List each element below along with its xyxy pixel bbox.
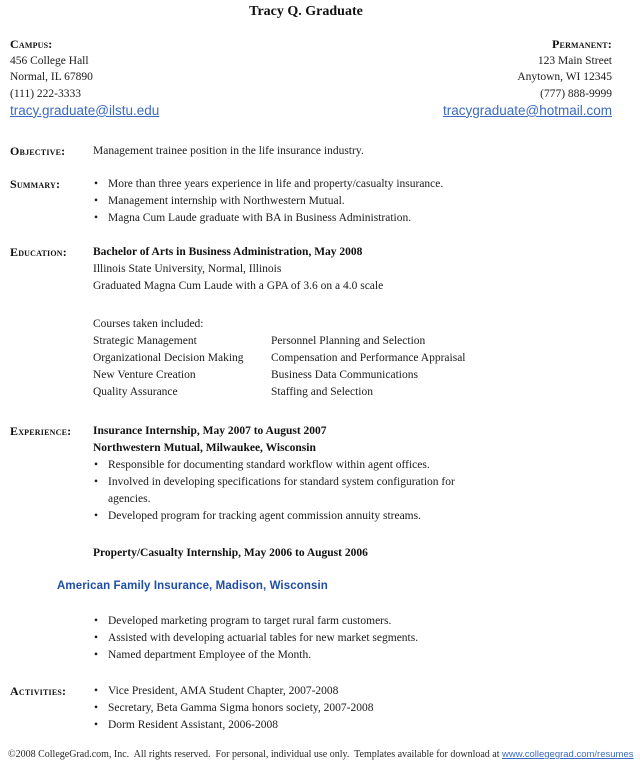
permanent-phone: (777) 888-9999 <box>540 88 612 101</box>
education-label: Education: <box>10 245 67 259</box>
summary-bullet: Magna Cum Laude graduate with BA in Business Administration. <box>108 212 412 224</box>
section-education <box>0 244 640 401</box>
list-item <box>93 613 598 630</box>
campus-email-link[interactable]: tracy.graduate@ilstu.edu <box>10 102 160 118</box>
section-objective <box>0 143 640 160</box>
bullet-icon: • <box>94 649 99 661</box>
job2-title-row <box>0 545 640 562</box>
bullet-icon: • <box>94 702 99 714</box>
job2-bullets-row <box>0 613 640 664</box>
job-bullet: Developed marketing program to target rural farm customers. <box>108 615 392 627</box>
contact-campus <box>10 36 159 121</box>
summary-label: Summary: <box>10 177 61 191</box>
footer-copyright: ©2008 CollegeGrad.com, Inc. All rights reserved. For personal, individual use only. Templates available for download at <box>8 749 503 760</box>
list-item <box>93 683 598 700</box>
education-degree: Bachelor of Arts in Business Administration, May 2008 <box>93 246 363 258</box>
job-bullet: Developed program for tracking agent commission annuity streams. <box>108 510 421 522</box>
section-experience <box>0 423 640 525</box>
footer-resumes-link[interactable]: www.collegegrad.com/resumes <box>502 749 634 760</box>
list-item <box>93 210 598 227</box>
contact-permanent <box>443 36 612 121</box>
bullet-icon: • <box>94 195 99 207</box>
education-school: Illinois State University, Normal, Illinois <box>93 263 282 275</box>
summary-bullet: Management internship with Northwestern Mutual. <box>108 195 345 207</box>
course-item: Strategic Management <box>93 335 197 347</box>
course-item: Quality Assurance <box>93 386 178 398</box>
activities-label: Activities: <box>10 684 67 698</box>
list-item <box>93 176 598 193</box>
job-bullet: Named department Employee of the Month. <box>108 649 312 661</box>
permanent-address-line1: 123 Main Street <box>537 54 612 67</box>
courses-intro: Courses taken included: <box>93 318 204 330</box>
section-activities <box>0 683 640 734</box>
bullet-icon: • <box>94 719 99 731</box>
course-item: Personnel Planning and Selection <box>271 335 426 347</box>
course-item: Compensation and Performance Appraisal <box>271 352 466 364</box>
job-title: Property/Casualty Internship, May 2006 to August 2006 <box>93 547 368 559</box>
page-title: Tracy Q. Graduate <box>249 4 363 19</box>
bullet-icon: • <box>94 615 99 627</box>
course-item: Staffing and Selection <box>271 386 373 398</box>
list-item <box>93 193 598 210</box>
bullet-icon: • <box>94 685 99 697</box>
list-item <box>93 647 598 664</box>
list-item <box>93 457 598 474</box>
campus-phone: (111) 222-3333 <box>10 88 82 101</box>
campus-label: Campus: <box>10 37 53 51</box>
job-bullet: Assisted with developing actuarial tables for new market segments. <box>108 632 419 644</box>
bullet-icon: • <box>94 632 99 644</box>
campus-address-line2: Normal, IL 67890 <box>10 71 93 84</box>
campus-address-line1: 456 College Hall <box>10 54 89 67</box>
permanent-address-line2: Anytown, WI 12345 <box>517 71 612 84</box>
permanent-email-link[interactable]: tracygraduate@hotmail.com <box>442 102 612 118</box>
job-employer: Northwestern Mutual, Milwaukee, Wisconsin <box>93 442 316 454</box>
activity-bullet: Dorm Resident Assistant, 2006-2008 <box>108 719 278 731</box>
summary-bullet: More than three years experience in life and property/casualty insurance. <box>108 178 444 190</box>
bullet-icon: • <box>94 459 99 471</box>
experience-label: Experience: <box>10 424 72 438</box>
activity-bullet: Secretary, Beta Gamma Sigma honors society, 2007-2008 <box>108 702 374 714</box>
list-item <box>93 474 598 508</box>
course-item: New Venture Creation <box>93 369 196 381</box>
job-bullet: Involved in developing specifications for standard system configuration for agencies. <box>108 476 455 505</box>
education-honors: Graduated Magna Cum Laude with a GPA of 3.6 on a 4.0 scale <box>93 280 384 292</box>
list-item <box>93 717 598 734</box>
section-summary <box>0 176 640 227</box>
job-bullet: Responsible for documenting standard workflow within agent offices. <box>108 459 430 471</box>
list-item <box>93 508 598 525</box>
bullet-icon: • <box>94 476 99 488</box>
course-item: Business Data Communications <box>271 369 418 381</box>
footer <box>8 749 634 760</box>
course-item: Organizational Decision Making <box>93 352 244 364</box>
bullet-icon: • <box>94 212 99 224</box>
job-employer: American Family Insurance, Madison, Wisconsin <box>57 580 328 592</box>
bullet-icon: • <box>94 178 99 190</box>
job-title: Insurance Internship, May 2007 to August 2007 <box>93 425 327 437</box>
list-item <box>93 630 598 647</box>
objective-label: Objective: <box>10 144 66 158</box>
courses-grid <box>93 333 598 401</box>
activity-bullet: Vice President, AMA Student Chapter, 2007-2008 <box>108 685 339 697</box>
objective-text: Management trainee position in the life insurance industry. <box>93 145 364 157</box>
bullet-icon: • <box>94 510 99 522</box>
permanent-label: Permanent: <box>552 37 612 51</box>
list-item <box>93 700 598 717</box>
